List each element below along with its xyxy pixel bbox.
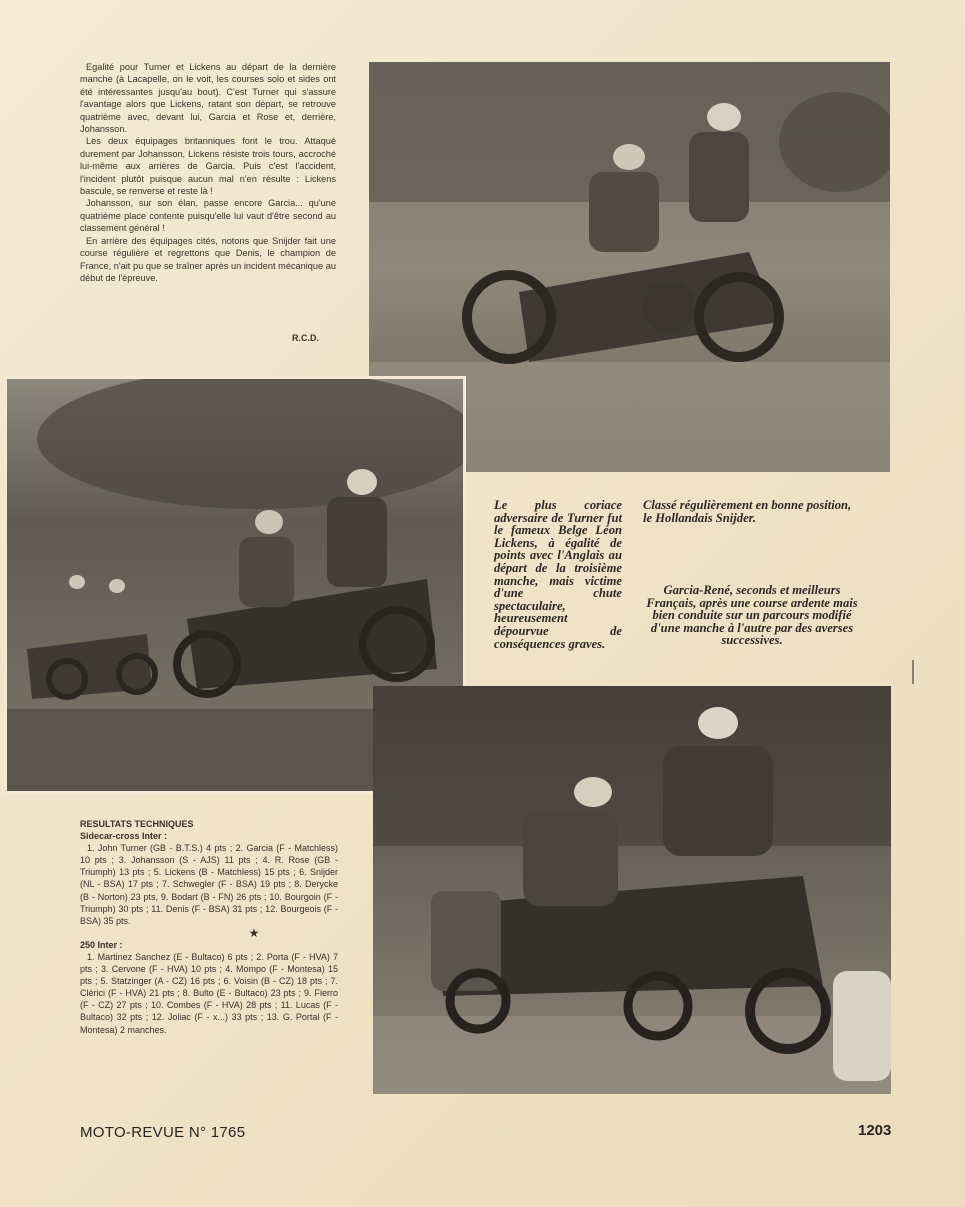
caption-snijder: Classé régulièrement en bonne position, le Hollandais Snijder.	[643, 498, 852, 525]
inter250-results-title: 250 Inter :	[80, 939, 123, 950]
article-paragraph-1: Egalité pour Turner et Lickens au départ de la dernière manche (à Lacapelle, on le voit, les courses solo et sides ont été intéressantes jusqu'au bout). C'est Turner qui s'assure l'avantage alors que Lickens, ratant son départ, se retrouve quatrième avec, devant lui, Garcia et Rose et, derrière, Johansson.	[80, 62, 336, 135]
sidecar-results-text: 1. John Turner (GB - B.T.S.) 4 pts ; 2. Garcia (F - Matchless) 10 pts ; 3. Johansson (S - AJS) 11 pts ; 4. R. Rose (GB - Triumph) 13 pts ; 5. Lickens (B - Matchless) 15 pts ; 6. Snijder (NL - BSA) 17 pts ; 7. Schwegler (F - BSA) 19 pts ; 8. Derycke (B - Norton) 23 pts, 9. Bodart (B - FN) 26 pts ; 10. Bourgoin (F - Triumph) 30 pts ; 11. Denis (F - BSA) 31 pts ; 12. Bourgeois (F - BSA) 35 pts.	[80, 843, 338, 926]
article-paragraph-3: Johansson, sur son élan, passe encore Garcia... qu'une quatrième place contente puisqu'elle lui vaut d'être second au classement général !	[80, 198, 336, 234]
photo-sidecar-garcia	[373, 686, 891, 1094]
article-text	[80, 61, 336, 284]
results-section	[80, 818, 338, 1036]
caption-garcia: Garcia-René, seconds et meilleurs Français, après une course ardente mais bien conduite sur un parcours modifié d'une manche à l'autre par des averses successives.	[646, 583, 858, 648]
photo-sidecar-garcia-image	[373, 686, 891, 1094]
star-separator-icon: ★	[248, 925, 260, 940]
page-number: 1203	[858, 1122, 892, 1139]
caption-lickens: Le plus coriace adversaire de Turner fut le fameux Belge Léon Lickens, à égalité de points avec l'Anglais au départ de la troisième manche, mais victime d'une chute spectaculaire, heureusement dépourvue de conséquences graves.	[494, 498, 622, 651]
author-signature: R.C.D.	[292, 333, 319, 343]
results-heading: RESULTATS TECHNIQUES	[80, 819, 194, 829]
inter250-results-text: 1. Martinez Sanchez (E - Bultaco) 6 pts ; 2. Porta (F - HVA) 7 pts ; 3. Cervone (F - HVA) 10 pts ; 4. Mompo (F - Montesa) 15 pts ; 5. Statzinger (A - CZ) 16 pts ; 6. Voisin (B - CZ) 18 pts ; 7. Clérici (F - HVA) 21 pts ; 8. Bulto (E - Bultaco) 23 pts ; 9. Fierro (F - CZ) 27 pts ; 10. Combes (F - HVA) 28 pts ; 11. Lucas (F - Bultaco) 32 pts ; 12. Joliac (F - x...) 33 pts ; 13. G. Portal (F - Montesa) 2 manches.	[80, 951, 338, 1035]
margin-mark	[912, 660, 914, 684]
article-paragraph-2: Les deux équipages britanniques font le trou. Attaqué durement par Johansson, Lickens résiste trois tours, accroché lui-même aux arrières de Garcia. Puis c'est l'accident, l'incident plutôt puisque aucun mal n'en résulte : Lickens bascule, se renverse et reste là !	[80, 136, 336, 197]
magazine-issue: MOTO-REVUE N° 1765	[80, 1124, 246, 1141]
sidecar-results-title: Sidecar-cross Inter :	[80, 831, 168, 842]
article-paragraph-4: En arrière des équipages cités, notons que Snijder fait une course régulière et regrettons que Denis, le champion de France, n'ait pu que se traîner après un incident mécanique au début de l'épreuve.	[80, 235, 336, 283]
